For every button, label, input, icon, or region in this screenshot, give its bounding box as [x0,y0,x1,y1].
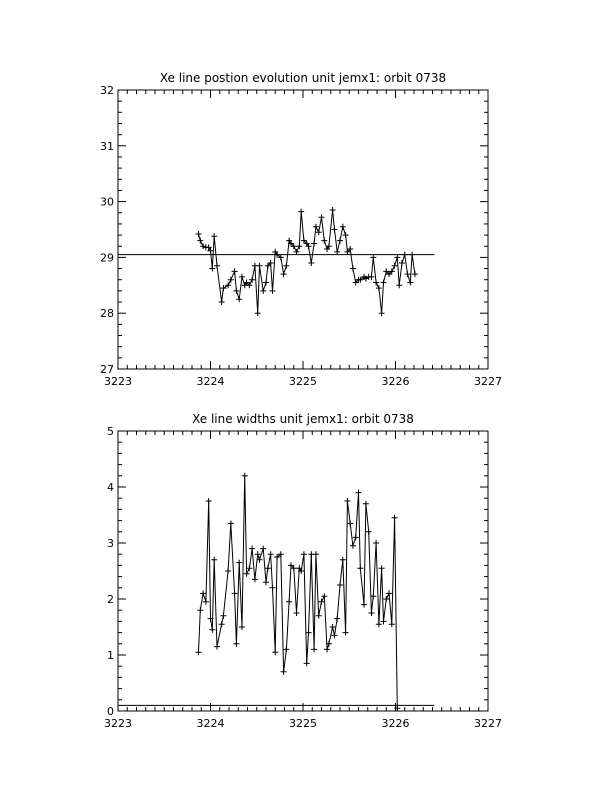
data-point [316,613,322,619]
data-point [311,240,317,246]
data-point [376,621,382,627]
data-point [197,238,203,244]
data-point [228,277,234,283]
data-point [350,543,356,549]
data-point [340,224,346,230]
data-point [283,646,289,652]
data-point [232,268,238,274]
data-point [340,557,346,563]
data-point [331,632,337,638]
data-point [260,546,266,552]
data-point [249,546,255,552]
data-point [268,551,274,557]
chart-panel-2 [104,412,502,730]
data-point [263,280,269,286]
data-point [257,263,263,269]
y-tick-label: 2 [107,593,114,606]
chart-panel-1 [100,71,502,388]
data-point [211,557,217,563]
data-point [343,630,349,636]
data-point [200,243,206,249]
data-point [337,582,343,588]
data-point [330,624,336,630]
data-point [394,254,400,260]
data-point [211,233,217,239]
data-point [407,280,413,286]
data-point [311,646,317,652]
data-point [281,271,287,277]
y-tick-label: 32 [100,84,114,97]
x-tick-label: 3224 [196,717,225,730]
data-point [319,599,325,605]
data-point [214,263,220,269]
data-point [246,565,252,571]
data-point [242,473,248,479]
x-tick-label: 3223 [104,375,132,388]
data-point [239,624,245,630]
data-point [366,529,372,535]
data-point [321,593,327,599]
data-point [316,229,322,235]
y-tick-label: 1 [107,649,114,662]
data-point [344,498,350,504]
data-point [409,252,415,258]
data-point [399,260,405,266]
data-point [357,565,363,571]
data-point [244,571,250,577]
x-tick-label: 3226 [381,375,410,388]
data-point [236,560,242,566]
data-point [379,310,385,316]
data-point [220,613,226,619]
y-tick-label: 0 [107,705,114,718]
y-tick-label: 29 [100,251,114,265]
data-point [203,599,209,605]
data-point [389,621,395,627]
data-point [396,282,402,288]
data-point [225,282,231,288]
data-point [313,224,319,230]
data-point [233,288,239,294]
data-point [373,280,379,286]
data-point [383,596,389,602]
y-tick-label: 28 [100,307,114,321]
data-point [219,621,225,627]
data-point [252,576,258,582]
data-point [321,238,327,244]
data-point [225,568,231,574]
series-line [199,210,415,313]
data-point [197,607,203,613]
data-point [330,207,336,213]
data-point [269,288,275,294]
x-tick-label: 3225 [289,717,317,730]
data-point [361,602,367,608]
y-tick-label: 27 [100,363,114,376]
data-point [220,285,226,291]
data-point [412,271,418,277]
data-point [373,540,379,546]
data-point [272,649,278,655]
data-point [265,565,271,571]
data-point [334,616,340,622]
y-tick-label: 5 [107,425,114,438]
x-tick-label: 3227 [474,717,502,730]
data-point [232,590,238,596]
data-point [392,515,398,521]
data-point [298,209,304,215]
data-point [296,243,302,249]
data-point [206,498,212,504]
data-point [370,254,376,260]
data-point [334,249,340,255]
data-point [195,649,201,655]
data-point [219,299,225,305]
data-point [347,520,353,526]
y-tick-label: 4 [107,481,114,494]
data-point [386,590,392,596]
data-point [379,565,385,571]
data-point [353,534,359,540]
x-tick-label: 3225 [289,375,317,388]
data-point [228,520,234,526]
data-point [363,501,369,507]
data-point [380,618,386,624]
data-point [263,579,269,585]
data-point [255,310,261,316]
data-point [331,227,337,233]
data-point [392,263,398,269]
series-line [199,476,398,708]
data-point [294,249,300,255]
data-point [319,214,325,220]
data-point [236,296,242,302]
data-point [209,627,215,633]
data-point [405,271,411,277]
data-point [380,280,386,286]
data-point [294,610,300,616]
y-tick-label: 3 [107,537,114,550]
data-point [343,232,349,238]
x-tick-label: 3223 [104,717,132,730]
data-point [209,266,215,272]
data-point [281,669,287,675]
y-tick-label: 30 [100,195,114,209]
data-point [368,274,374,280]
data-point [283,263,289,269]
data-point [286,599,292,605]
data-point [200,590,206,596]
data-point [233,641,239,647]
data-point [368,610,374,616]
data-point [214,644,220,650]
data-point [269,585,275,591]
x-tick-label: 3227 [474,375,502,388]
data-point [301,551,307,557]
y-tick-label: 31 [100,139,114,153]
data-point [308,260,314,266]
chart-title: Xe line postion evolution unit jemx1: orbit 0738 [159,71,447,85]
x-tick-label: 3226 [381,717,410,730]
data-point [324,646,330,652]
data-point [402,252,408,258]
data-point [195,231,201,237]
data-point [350,266,356,272]
x-tick-label: 3224 [196,375,225,388]
data-point [376,285,382,291]
data-point [313,551,319,557]
data-point [249,277,255,283]
data-point [255,551,261,557]
chart-title: Xe line widths unit jemx1: orbit 0738 [192,412,414,426]
data-point [239,274,245,280]
data-point [337,238,343,244]
data-point [260,288,266,294]
data-point [304,660,310,666]
data-point [356,490,362,496]
